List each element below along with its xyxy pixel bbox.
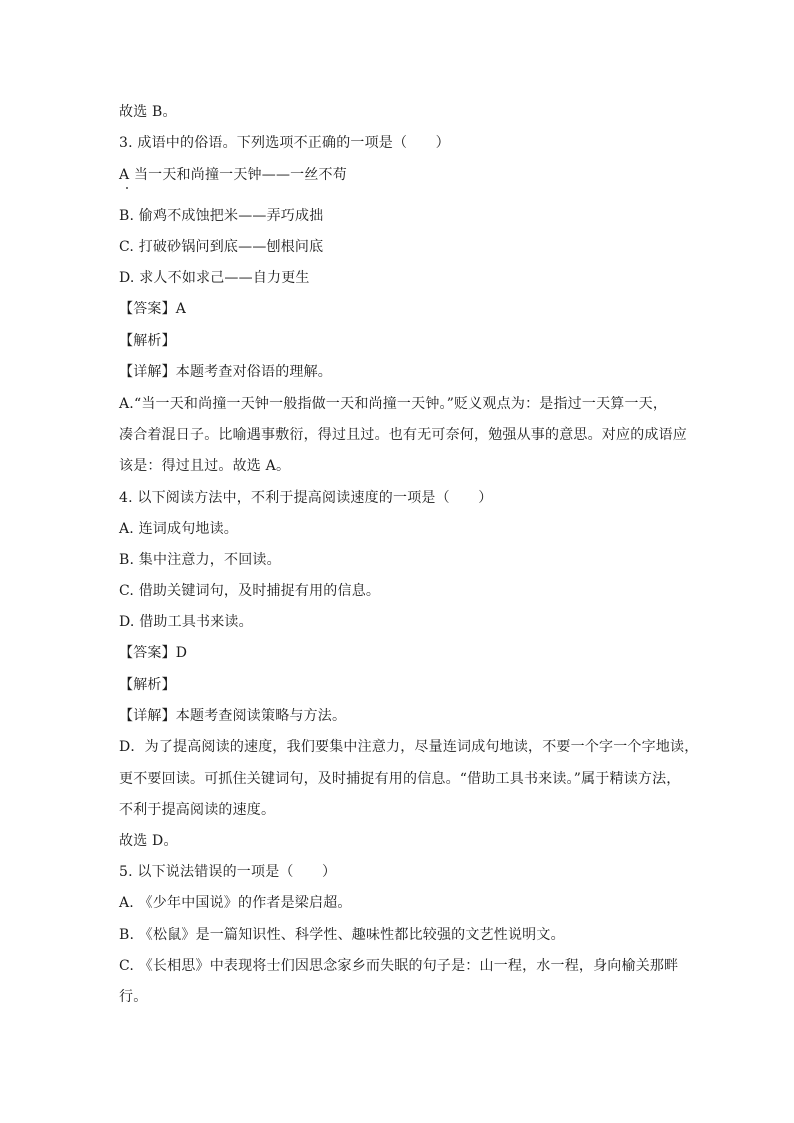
question-4-analysis-heading: 【解析】 bbox=[119, 677, 176, 693]
question-3-option-a: A 当一天和尚撞一天钟——一丝不苟 bbox=[119, 167, 347, 183]
question-3-explanation: A.“当一天和尚撞一天钟一般指做一天和尚撞一天钟。”贬义观点为：是指过一天算一天， bbox=[119, 396, 668, 412]
question-5-stem: 5. 以下说法错误的一项是（ ） bbox=[119, 864, 337, 880]
question-3-stem: 3. 成语中的俗语。下列选项不正确的一项是（ ） bbox=[119, 135, 450, 151]
question-3-explanation: 该是：得过且过。故选 A。 bbox=[119, 458, 291, 474]
question-4-option-d: D. 借助工具书来读。 bbox=[119, 614, 253, 630]
question-3-option-d: D. 求人不如求己——自力更生 bbox=[119, 270, 310, 286]
question-3-explanation: 凑合着混日子。比喻遇事敷衍，得过且过。也有无可奈何，勉强从事的意思。对应的成语应 bbox=[119, 427, 687, 443]
question-4-option-c: C. 借助关键词句，及时捕捉有用的信息。 bbox=[119, 583, 381, 599]
stray-dot bbox=[126, 187, 128, 189]
question-5-option-b: B. 《松鼠》是一篇知识性、科学性、趣味性都比较强的文艺性说明文。 bbox=[119, 927, 565, 943]
question-5-option-c: C. 《长相思》中表现将士们因思念家乡而失眠的句子是：山一程，水一程，身向榆关那畔 bbox=[119, 958, 679, 974]
question-4-explanation: D．为了提高阅读的速度，我们要集中注意力，尽量连词成句地读，不要一个字一个字地读， bbox=[119, 739, 699, 755]
question-3-detail: 【详解】本题考查对俗语的理解。 bbox=[119, 364, 332, 380]
question-4-stem: 4. 以下阅读方法中，不利于提高阅读速度的一项是（ ） bbox=[119, 490, 493, 506]
question-3-option-b: B. 偷鸡不成蚀把米——弄巧成拙 bbox=[119, 208, 324, 224]
question-5-option-c: 行。 bbox=[119, 989, 148, 1005]
question-4-explanation: 不利于提高阅读的速度。 bbox=[119, 802, 276, 818]
question-4-option-b: B. 集中注意力，不回读。 bbox=[119, 552, 281, 568]
question-3-option-c: C. 打破砂锅问到底——刨根问底 bbox=[119, 239, 324, 255]
question-4-conclusion: 故选 D。 bbox=[119, 833, 178, 849]
question-3-analysis-heading: 【解析】 bbox=[119, 333, 176, 349]
text-line: 故选 B。 bbox=[119, 104, 177, 120]
question-4-explanation: 更不要回读。可抓住关键词句，及时捕捉有用的信息。“借助工具书来读。”属于精读方法， bbox=[119, 771, 681, 787]
question-5-option-a: A. 《少年中国说》的作者是梁启超。 bbox=[119, 895, 352, 911]
question-4-option-a: A. 连词成句地读。 bbox=[119, 521, 239, 537]
question-4-detail: 【详解】本题考查阅读策略与方法。 bbox=[119, 708, 347, 724]
question-4-answer: 【答案】D bbox=[119, 645, 188, 661]
question-3-answer: 【答案】A bbox=[119, 301, 187, 317]
